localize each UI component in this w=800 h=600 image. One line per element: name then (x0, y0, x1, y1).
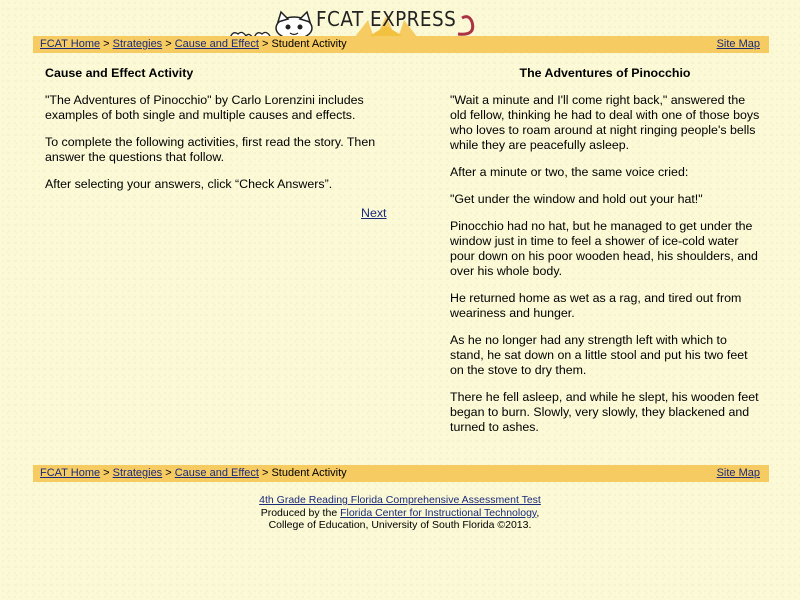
breadcrumb-current: Student Activity (271, 467, 347, 479)
footer (0, 494, 800, 532)
site-map-link[interactable]: Site Map (716, 38, 760, 50)
footer-produced-by: Produced by the (260, 506, 341, 519)
breadcrumb-cause-effect-link[interactable]: Cause and Effect (174, 38, 259, 50)
breadcrumb-separator: > (261, 38, 272, 50)
breadcrumb-separator: > (165, 38, 175, 50)
activity-title: Cause and Effect Activity (45, 66, 194, 80)
instructions-paragraph: To complete the following activities, first read the story. Then answer the questions that follow. (45, 135, 376, 164)
activity-intro (45, 66, 390, 204)
breadcrumb-cause-effect-link[interactable]: Cause and Effect (174, 467, 259, 479)
breadcrumb-separator: > (261, 467, 272, 479)
story-paragraph: He returned home as wet as a rag, and tired out from weariness and hunger. (450, 291, 742, 320)
breadcrumb-strategies-link[interactable]: Strategies (112, 38, 163, 50)
footer-comma: , (536, 506, 540, 519)
breadcrumb-separator: > (103, 38, 113, 50)
story-paragraph: "Wait a minute and I'll come right back," answered the old fellow, thinking he had to deal with one of those boys who loves to roam around at night ringing people's bells while they are peacefully asleep. (450, 93, 760, 152)
story-paragraph: Pinocchio had no hat, but he managed to get under the window just in time to feel a shower of ice-cold water pour down on his poor wooden head, his shoulders, and over his whole body. (450, 219, 758, 278)
breadcrumb-separator: > (103, 467, 113, 479)
check-answers-instruction: After selecting your answers, click “Check Answers”. (45, 177, 333, 191)
story-panel (450, 66, 760, 447)
story-paragraph: After a minute or two, the same voice cried: (450, 165, 689, 179)
story-paragraph: There he fell asleep, and while he slept, his wooden feet began to burn. Slowly, very slowly, they blackened and turned to ashes. (450, 390, 759, 434)
story-paragraph: "Get under the window and hold out your hat!" (450, 192, 703, 206)
footer-copyright: College of Education, University of South Florida ©2013. (268, 519, 532, 531)
logo-text: FCAT EXPRESS (316, 7, 457, 31)
story-paragraph: As he no longer had any strength left with which to stand, he sat down on a little stool and put his two feet on the stove to dry them. (450, 333, 748, 377)
breadcrumb-bar-bottom (33, 465, 769, 482)
fcit-link[interactable]: Florida Center for Instructional Technology (340, 506, 537, 519)
breadcrumb (40, 36, 347, 53)
breadcrumb (40, 465, 347, 482)
breadcrumb-fcat-home-link[interactable]: FCAT Home (40, 467, 101, 479)
intro-paragraph: "The Adventures of Pinocchio" by Carlo Lorenzini includes examples of both single and multiple causes and effects. (45, 93, 364, 122)
breadcrumb-fcat-home-link[interactable]: FCAT Home (40, 38, 101, 50)
story-title: The Adventures of Pinocchio (519, 66, 691, 80)
fcat-test-link[interactable]: 4th Grade Reading Florida Comprehensive Assessment Test (259, 494, 541, 506)
breadcrumb-strategies-link[interactable]: Strategies (112, 467, 163, 479)
site-map-link[interactable]: Site Map (716, 467, 760, 479)
next-link[interactable]: Next (361, 206, 387, 220)
breadcrumb-current: Student Activity (271, 38, 347, 50)
breadcrumb-separator: > (165, 467, 175, 479)
breadcrumb-bar-top (33, 36, 769, 53)
